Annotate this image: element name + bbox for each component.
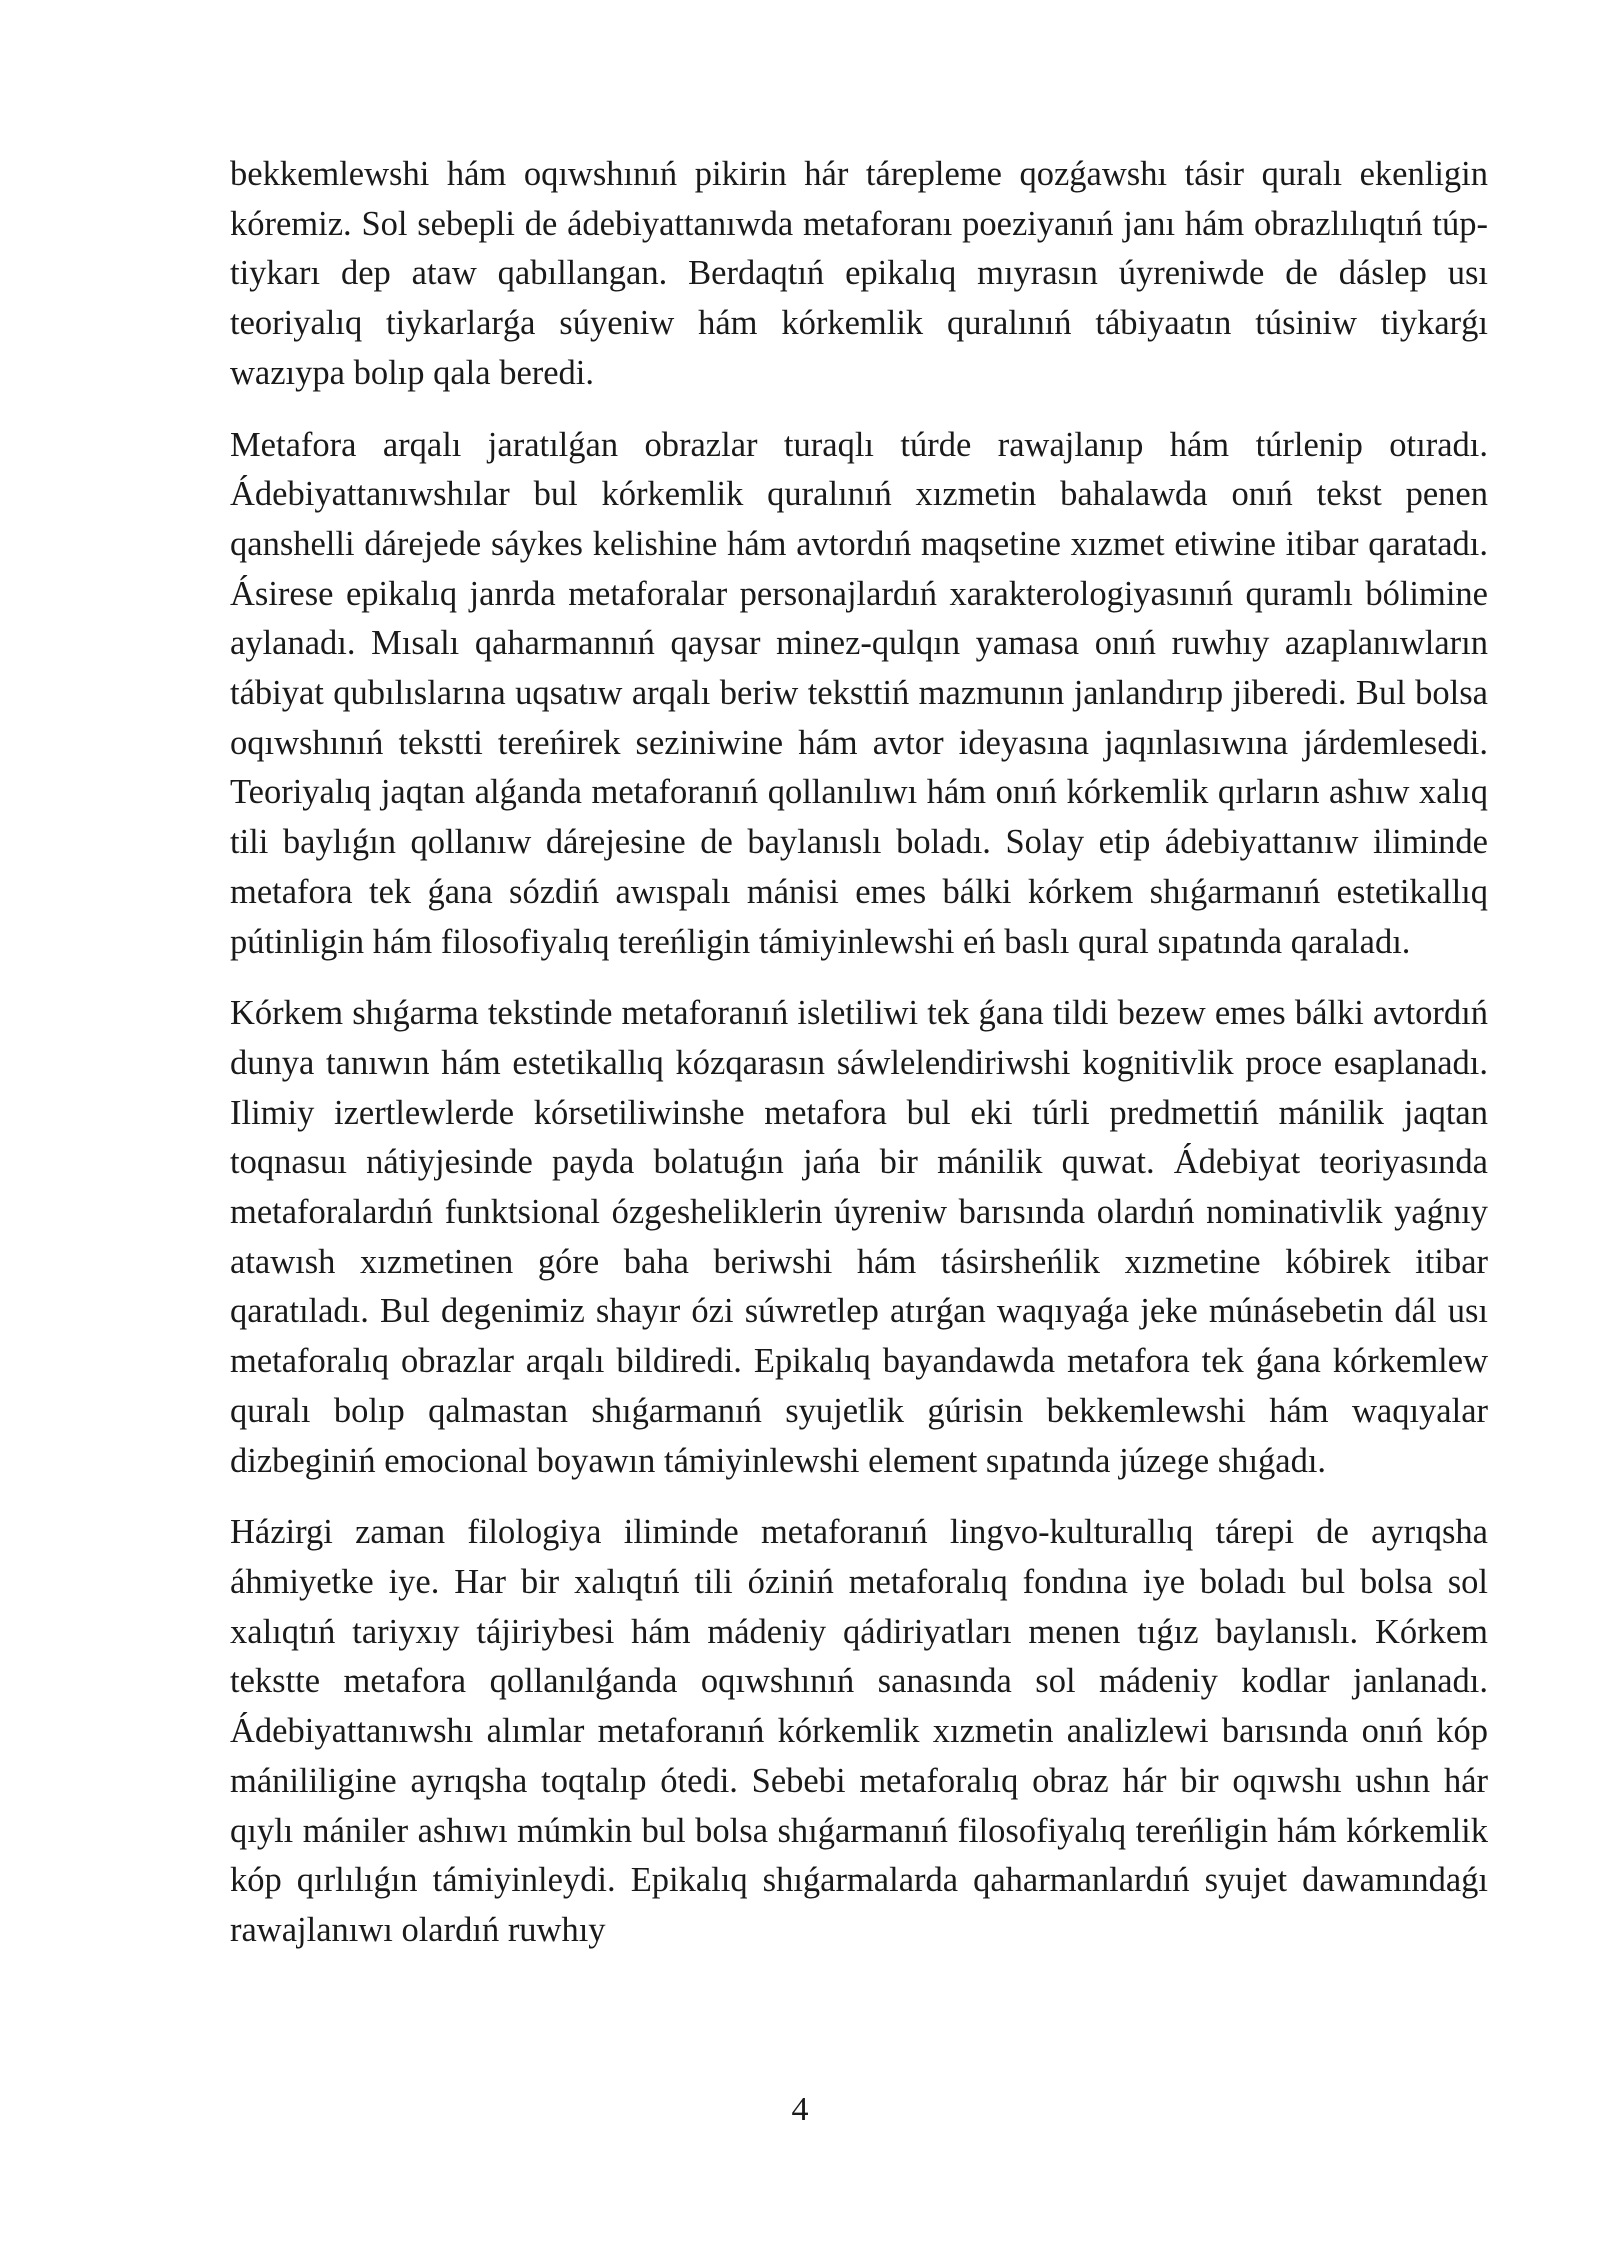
body-text bbox=[230, 150, 1488, 1956]
paragraph-3: Kórkem shıǵarma tekstinde metaforanıń isletiliwi tek ǵana tildi bezew emes bálki avtordıń dunya tanıwın hám estetikallıq kózqarasın sáwlelendiriwshi kognitivlik proce esaplanadı. Ilimiy izertlewlerde kórsetiliwinshe metafora bul eki túrli predmettiń mánilik jaqtan toqnasuı nátiyjesinde payda bolatuǵın jańa bir mánilik quwat. Ádebiyat teoriyasında metaforalardıń funktsional ózgesheliklerin úyreniw barısında olardıń nominativlik yaǵnıy atawısh xızmetinen góre baha beriwshi hám tásirsheńlik xızmetine kóbirek itibar qaratıladı. Bul degenimiz shayır ózi súwretlep atırǵan waqıyaǵa jeke múnásebetin dál usı metaforalıq obrazlar arqalı bildiredi. Epikalıq bayandawda metafora tek ǵana kórkemlew quralı bolıp qalmastan shıǵarmanıń syujetlik gúrisin bekkemlewshi hám waqıyalar dizbeginiń emocional boyawın támiyinlewshi element sıpatında júzege shıǵadı. bbox=[230, 994, 1488, 1480]
paragraph-4: Házirgi zaman filologiya iliminde metaforanıń lingvo-kulturallıq tárepi de ayrıqsha áhmiyetke iye. Har bir xalıqtıń tili óziniń metaforalıq fondına iye boladı bul bolsa sol xalıqtıń tariyxıy tájiriybesi hám mádeniy qádiriyatları menen tıǵız baylanıslı. Kórkem tekstte metafora qollanılǵanda oqıwshınıń sanasında sol mádeniy kodlar janlanadı. Ádebiyattanıwshı alımlar metaforanıń kórkemlik xızmetin analizlewi barısında onıń kóp mánililigine ayrıqsha toqtalıp ótedi. Sebebi metaforalıq obraz hár bir oqıwshı ushın hár qıylı mániler ashıwı múmkin bul bolsa shıǵarmanıń filosofiyalıq tereńligin hám kórkemlik kóp qırlılıǵın támiyinleydi. Epikalıq shıǵarmalarda qaharmanlardıń syujet dawamındaǵı rawajlanıwı olardıń ruwhıy bbox=[230, 1513, 1488, 1949]
paragraph-1: bekkemlewshi hám oqıwshınıń pikirin hár tárepleme qozǵawshı tásir quralı ekenligin kóremiz. Sol sebepli de ádebiyattanıwda metaforanı poeziyanıń janı hám obrazlılıqtıń túp-tiykarı dep ataw qabıllangan. Berdaqtıń epikalıq mıyrasın úyreniwde de dáslep usı teoriyalıq tiykarlarǵa súyeniw hám kórkemlik quralınıń tábiyaatın túsiniw tiykarǵı wazıypa bolıp qala beredi. bbox=[230, 155, 1488, 392]
page-number: 4 bbox=[791, 2091, 809, 2128]
paragraph-2: Metafora arqalı jaratılǵan obrazlar turaqlı túrde rawajlanıp hám túrlenip otıradı. Ádebiyattanıwshılar bul kórkemlik quralınıń xızmetin bahalawda onıń tekst penen qanshelli dárejede sáykes kelishine hám avtordıń maqsetine xızmet etiwine itibar qaratadı. Ásirese epikalıq janrda metaforalar personajlardıń xarakterologiyasınıń quramlı bólimine aylanadı. Mısalı qaharmannıń qaysar minez-qulqın yamasa onıń ruwhıy azaplanıwların tábiyat qubılıslarına uqsatıw arqalı beriw teksttiń mazmunın janlandırıp jiberedi. Bul bolsa oqıwshınıń tekstti tereńirek seziniwine hám avtor ideyasına jaqınlasıwına járdemlesedi. Teoriyalıq jaqtan alǵanda metaforanıń qollanılıwı hám onıń kórkemlik qırların ashıw xalıq tili baylıǵın qollanıw dárejesine de baylanıslı boladı. Solay etip ádebiyattanıw iliminde metafora tek ǵana sózdiń awıspalı mánisi emes bálki kórkem shıǵarmanıń estetikallıq pútinligin hám filosofiyalıq tereńligin támiyinlewshi eń baslı qural sıpatında qaraladı. bbox=[230, 425, 1488, 961]
